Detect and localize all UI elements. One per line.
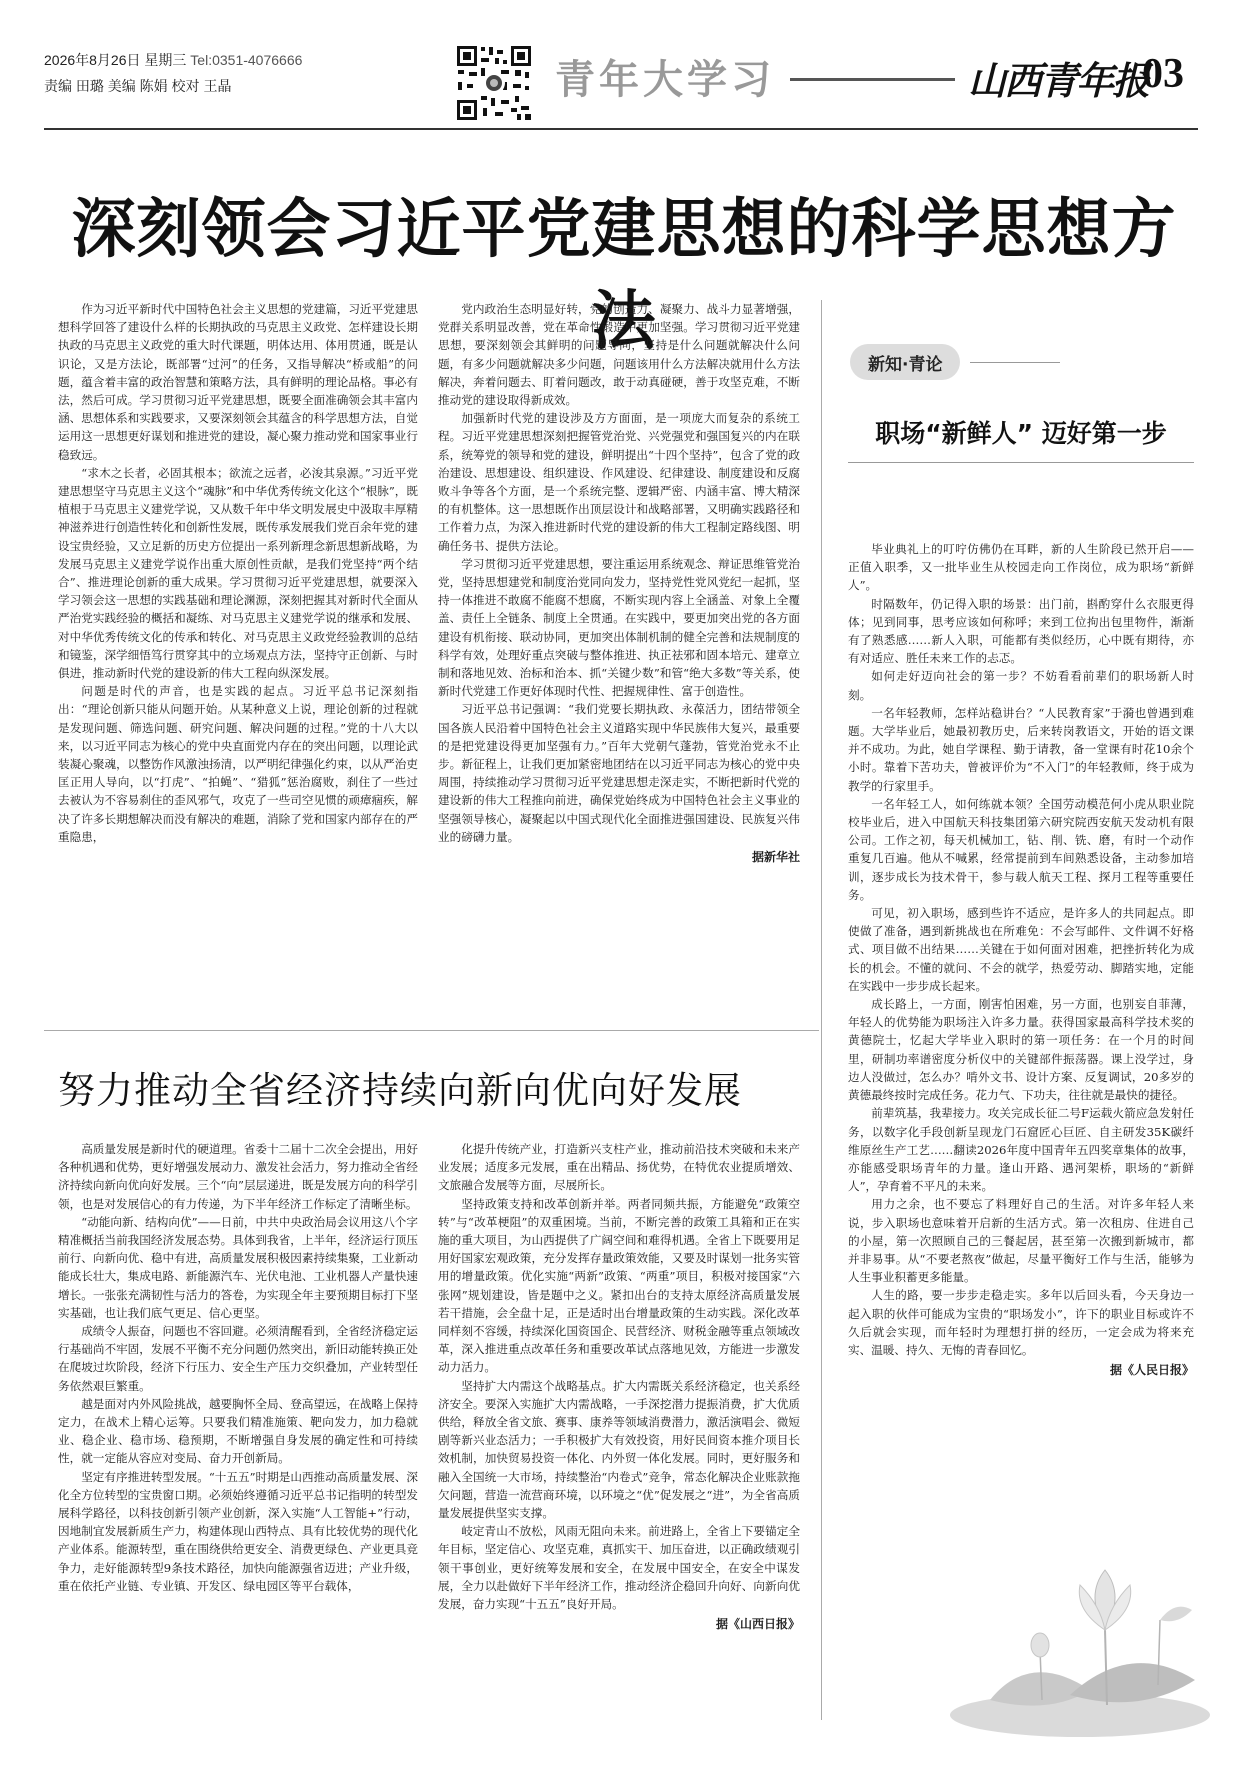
header-date-line bbox=[44, 50, 302, 70]
qr-code-icon[interactable] bbox=[455, 44, 533, 122]
issue-weekday: 星期三 bbox=[144, 52, 187, 68]
article1-paragraph: 加强新时代党的建设涉及方方面面，是一项庞大而复杂的系统工程。习近平党建思想深刻把握管党治党、兴党强党和强国复兴的内在联系，统筹党的领导和党的建设，鲜明提出“十四个坚持”，包含了党的政治建设、思想建设、组织建设、作风建设、纪律建设、制度建设和反腐败斗争等各个方面，是一个系统完整、逻辑严密、内涵丰富、博大精深的有机整体。这一思想既作出顶层设计和战略部署，又明确实践路径和工作着力点，为深入推进新时代党的建设新的伟大工程制定路线图、明确任务书、提供方法论。 bbox=[438, 411, 800, 553]
column-badge-line bbox=[970, 362, 1060, 363]
section-name: 青年大学习 bbox=[555, 56, 775, 103]
sidebar-paragraph: 毕业典礼上的叮咛仿佛仍在耳畔，新的人生阶段已然开启——正值入职季，又一批毕业生从校园走向工作岗位，成为职场“新鲜人”。 bbox=[848, 542, 1194, 593]
article2-paragraph: 成绩令人振奋，问题也不容回避。必须清醒看到，全省经济稳定运行基础尚不牢固，发展不平衡不充分问题仍然突出，新旧动能转换正处在爬坡过坎阶段，经济下行压力、安全生产压力交织叠加，产业转型任务依然艰巨繁重。 bbox=[58, 1324, 418, 1393]
article2-paragraph: 高质量发展是新时代的硬道理。省委十二届十二次全会提出，用好各种机遇和优势，更好增强发展动力、激发社会活力，努力推动全省经济持续向新向优向好发展。三个“向”层层递进，既是发展方向的科学引领，也是对发展信心的有力传递，为下半年经济工作标定了清晰坐标。 bbox=[58, 1142, 418, 1211]
column-badge-label: 新知·青论 bbox=[868, 355, 943, 375]
article2-paragraph: “动能向新、结构向优”——日前，中共中央政治局会议用这八个字精准概括当前我国经济发展态势。具体到我省，上半年，经济运行顶压前行、向新向优、稳中有进，高质量发展积极因素持续集聚，工业新动能成长壮大，集成电路、新能源汽车、光伏电池、工业机器人产量快速增长。一张张充满韧性与活力的答卷，为实现全年主要预期目标打下坚实基础，也让我们底气更足、信心更坚。 bbox=[58, 1214, 418, 1320]
editors-line: 责编 田璐 美编 陈娟 校对 王晶 bbox=[44, 78, 232, 94]
article1-column-2 bbox=[438, 300, 800, 1020]
lotus-decoration-icon bbox=[930, 1500, 1210, 1750]
sidebar-paragraph: 用力之余，也不要忘了料理好自己的生活。对许多年轻人来说，步入职场也意味着开启新的生活方式。第一次租房、住进自己的小屋，第一次照顾自己的三餐起居，甚至第一次搬到新城市，都并非易事。从“不要老熬夜”做起，尽量平衡好工作与生活，能够为人生事业积蓄更多能量。 bbox=[848, 1197, 1194, 1285]
article2-paragraph: 岐定青山不放松，风雨无阻向未来。前进路上，全省上下要锚定全年目标，坚定信心、攻坚克难，真抓实干、加压奋进，以正确政绩观引领干事创业，更好统筹发展和安全，在发展中国安全，在安全中谋发展，全力以赴做好下半年经济工作，推动经济企稳回升向好、向新向优发展，奋力实现“十五五”良好开局。 bbox=[438, 1524, 800, 1612]
sidebar-title-rule bbox=[848, 462, 1194, 463]
telephone: Tel:0351-4076666 bbox=[190, 52, 303, 68]
sidebar-paragraph: 人生的路，要一步步走稳走实。多年以后回头看，今天身边一起入职的伙伴可能成为宝贵的“职场发小”，许下的职业目标或许不久后就会实现，而年轻时为理想打拼的经历，一定会成为将来充实、温暖、持久、无悔的青春回忆。 bbox=[848, 1288, 1194, 1357]
sidebar-title: 职场“新鲜人” 迈好第一步 bbox=[875, 419, 1167, 448]
article1-paragraph: 习近平总书记强调：“我们党要长期执政、永葆活力，团结带领全国各族人民沿着中国特色社会主义道路实现中华民族伟大复兴，最重要的是把党建设得更加坚强有力。”百年大党朝气蓬勃，管党治党永不止步。新征程上，让我们更加紧密地团结在以习近平同志为核心的党中央周围，持续推动学习贯彻习近平党建思想走深走实，不断把新时代党的建设新的伟大工程推向前进，确保党始终成为中国特色社会主义事业的坚强领导核心，凝聚起以中国式现代化全面推进强国建设、民族复兴伟业的磅礴力量。 bbox=[438, 702, 800, 844]
article2-column-1 bbox=[58, 1140, 418, 1730]
article1-paragraph: 作为习近平新时代中国特色社会主义思想的党建篇，习近平党建思想科学回答了建设什么样的长期执政的马克思主义政党、怎样建设长期执政的马克思主义政党的重大时代课题，明体达用、体用贯通，既是认识论，又是方法论，既部署“过河”的任务，又指导解决“桥或船”的问题，蕴含着丰富的政治智慧和策略方法，具有鲜明的理论品格。事必有法，然后可成。学习贯彻习近平党建思想，既要全面准确领会其丰富内涵、思想体系和实践要求，又要深刻领会其蕴含的科学思想方法，自觉运用这一思想更好谋划和推进党的建设，凝心聚力推动党和国家事业行稳致远。 bbox=[58, 302, 418, 462]
article1-paragraph: 问题是时代的声音，也是实践的起点。习近平总书记深刻指出：“理论创新只能从问题开始。从某种意义上说，理论创新的过程就是发现问题、筛选问题、研究问题、解决问题的过程。”党的十八大以来，以习近平同志为核心的党中央直面党内存在的突出问题，以理论武装凝心聚魂，以整饬作风激浊扬清，以严明纪律强化约束，以从严治吏匡正用人导向，以“打虎”、“拍蝇”、“猎狐”惩治腐败，刹住了一些过去被认为不容易刹住的歪风邪气，攻克了一些司空见惯的顽瘴痼疾，解决了许多长期想解决而没有解决的难题，消除了党和国家内部存在的严重隐患， bbox=[58, 684, 418, 844]
sidebar-paragraph: 成长路上，一方面，刚害怕困难，另一方面，也别妄自菲薄，年轻人的优势能为职场注入许多力量。获得国家最高科学技术奖的黄德院士，忆起大学毕业入职时的第一项任务：在一个月的时间里，研制功率谱密度分析仪中的关键部件振荡器。课上没学过，身边人没做过，怎么办？啃外文书、设计方案、反复调试，20多岁的黄德最终按时完成任务。花力气、下功夫，往往就是最快的捷径。 bbox=[848, 997, 1194, 1103]
article2-paragraph: 化提升传统产业，打造新兴支柱产业，推动前沿技术突破和未来产业发展；适度多元发展，重在出精品、扬优势，在特优农业提质增效、文旅融合发展等方面，尽展所长。 bbox=[438, 1142, 800, 1193]
sidebar-paragraph: 一名年轻教师，怎样站稳讲台？“人民教育家”于漪也曾遇到难题。大学毕业后，她最初教历史，后来转岗教语文，开始的语文课并不成功。为此，她自学课程、勤于请教，备一堂课有时花10余个小时。靠着下苦功夫，曾被评价为“不入门”的年轻教师，终于成为教学的行家里手。 bbox=[848, 705, 1194, 793]
article2-paragraph: 越是面对内外风险挑战，越要胸怀全局、登高望远，在战略上保持定力，在战术上精心运筹。只要我们精准施策、靶向发力，加力稳就业、稳企业、稳市场、稳预期，不断增强自身发展的确定性和可持续性，就一定能从容应对变局、奋力开创新局。 bbox=[58, 1396, 418, 1466]
sidebar-source: 据《人民日报》 bbox=[1109, 1363, 1194, 1378]
article1-source: 据新华社 bbox=[751, 850, 800, 865]
article-divider bbox=[44, 1030, 819, 1031]
newspaper-masthead: 山西青年报 bbox=[968, 58, 1149, 103]
article2-paragraph: 坚持政策支持和改革创新并举。两者同频共振，方能避免“政策空转”与“改革梗阻”的双重困境。当前，不断完善的政策工具箱和正在实施的重大项目，为山西提供了广阔空间和难得机遇。全省上下既要用足用好国家宏观政策，充分发挥存量政策效能，又要及时谋划一批务实管用的增量政策。优化实施“两新”政策、“两重”项目，积极对接国家“六张网”规划建设，皆是题中之义。紧扣出台的支持太原经济高质量发展若干措施，会全盘十足，正是适时出台增量政策的生动实践。深化改革同样刻不容缓，持续深化国资国企、民营经济、财税金融等重点领域改革，深入推进重点改革任务和重要改革试点落地见效，方能进一步激发动力活力。 bbox=[438, 1196, 800, 1375]
article2-paragraph: 坚定有序推进转型发展。“十五五”时期是山西推动高质量发展、深化全方位转型的宝贵窗口期。必须始终遵循习近平总书记指明的转型发展科学路径，以科技创新引领产业创新，深入实施“人工智能+”行动，因地制宜发展新质生产力，构建体现山西特点、具有比较优势的现代化产业体系。能源转型，重在围绕供给更安全、消费更绿色、产业更具竞争力，走好能源转型9条技术路径，加快向能源强省迈进；产业升级，重在依托产业链、专业镇、开发区、绿电园区等平台载体， bbox=[58, 1469, 418, 1593]
sidebar-paragraph: 前辈筑基，我辈接力。攻关完成长征二号F运载火箭应急发射任务，以数字化手段创新呈现龙门石窟匠心巨匠、自主研发35K碳纤维原丝生产工艺……翻读2026年度中国青年五四奖章集体的故事，亦能感受职场青年的力量。逢山开路、遇河架桥，职场的“新鲜人”，孕育着不平凡的未来。 bbox=[848, 1106, 1194, 1194]
issue-date: 2026年8月26日 bbox=[44, 52, 141, 68]
article2-source: 据《山西日报》 bbox=[715, 1617, 800, 1632]
sidebar-paragraph: 时隔数年，仍记得入职的场景：出门前，斟酌穿什么衣服更得体；见到同事，思考应该如何称呼；来到工位拘出包里物件，渐渐有了熟悉感……新人入职，可能都有类似经历，心中既有期待，亦有对适应、胜任未来工作的忐忑。 bbox=[848, 596, 1194, 666]
sidebar-paragraph: 如何走好迈向社会的第一步？不妨看看前辈们的职场新人时刻。 bbox=[848, 669, 1194, 702]
header-divider bbox=[44, 128, 1198, 130]
article1-paragraph: 学习贯彻习近平党建思想，要注重运用系统观念、辩证思维管党治党，坚持思想建党和制度治党同向发力，坚持党性党风党纪一起抓，坚持一体推进不敢腐不能腐不想腐，不断实现内容上全涵盖、对象上全覆盖、责任上全链条、制度上全贯通。在实践中，要更加突出党的各方面建设有机衔接、联动协同，更加突出体制机制的健全完善和法规制度的科学有效，处理好重点突破与整体推进、执正祛邪和固本培元、建章立制和落地见效、治标和治本、抓“关键少数”和管“绝大多数”等关系，使新时代党建工作更好体现时代性、把握规律性、富于创造性。 bbox=[438, 556, 800, 699]
article1-title: 深刻领会习近平党建思想的科学思想方法 bbox=[71, 193, 1177, 359]
article1-column-1 bbox=[58, 300, 418, 1010]
column-badge bbox=[850, 340, 1070, 384]
article1-paragraph: “求木之长者，必固其根本；欲流之远者，必浚其泉源。”习近平党建思想坚守马克思主义这个“魂脉”和中华优秀传统文化这个“根脉”，既植根于马克思主义建党学说，又从数千年中华文明发展史中汲取丰厚精神滋养进行创造性转化和创新性发展，既传承发展我们党百余年党的建设宝贵经验，又立足新的历史方位提出一系列新理念新思想新战略，为发展马克思主义建党学说作出重大原创性贡献，是我们党坚持“两个结合”、推进理论创新的重大成果。学习贯彻习近平党建思想，就要深入学习领会这一思想的实践基础和理论渊源，深刻把握其对新时代全面从严治党实践经验的概括和凝练、对马克思主义建党学说的继承和发展、对中华优秀传统文化的传承和转化、对马克思主义政党经验教训的总结和镜鉴，深学细悟笃行贯穿其中的立场观点方法，坚持守正创新、与时俱进，推动新时代党的建设新的伟大工程向纵深发展。 bbox=[58, 465, 418, 681]
article1-paragraph: 党内政治生态明显好转，党的创造力、凝聚力、战斗力显著增强，党群关系明显改善，党在革命性锻造中更加坚强。学习贯彻习近平党建思想，要深刻领会其鲜明的问题导向，坚持是什么问题就解决什么问题，有多少问题就解决多少问题，问题该用什么方法解决就用什么方法解决，奔着问题去、盯着问题改，敢于动真碰硬，善于攻坚克难，不断推动党的建设取得新成效。 bbox=[438, 302, 800, 408]
article2-column-2 bbox=[438, 1140, 800, 1730]
article2-paragraph: 坚持扩大内需这个战略基点。扩大内需既关系经济稳定，也关系经济安全。要深入实施扩大内需战略，一手深挖潜力提振消费，扩大优质供给，释放全省文旅、赛事、康养等领域消费潜力，激活演唱会、微短剧等新兴业态活力；一手积极扩大有效投资，用好民间资本推介项目长效机制，加快贸易投资一体化、内外贸一体化发展。同时，更好服务和融入全国统一大市场，持续整治“内卷式”竞争，常态化解决企业账款拖欠问题，营造一流营商环境，以环境之“优”促发展之“进”，为全省高质量发展提供坚实支撑。 bbox=[438, 1378, 800, 1521]
page-number: 03 bbox=[1142, 51, 1184, 97]
sidebar-paragraph: 一名年轻工人，如何练就本领？全国劳动模范何小虎从职业院校毕业后，进入中国航天科技集团第六研究院西安航天发动机有限公司。工作之初，每天机械加工，钻、削、铣、磨，有时一个动作重复几百遍。他从不喊累，经常提前到车间熟悉设备，主动参加培训，逐步成长为技术骨干，参与载人航天工程、探月工程等重要任务。 bbox=[848, 796, 1194, 902]
article2-title: 努力推动全省经济持续向新向优向好发展 bbox=[58, 1069, 742, 1112]
sidebar-paragraph: 可见，初入职场，感到些许不适应，是许多人的共同起点。即使做了准备，遇到新挑战也在所难免：不会写邮件、文件调不好格式、项目做不出结果……关键在于如何面对困难，把挫折转化为成长的机会。不懂的就问、不会的就学，热爱劳动、脚踏实地，定能在实践中一步步成长起来。 bbox=[848, 906, 1194, 993]
header-rule-short bbox=[790, 78, 955, 81]
column-divider bbox=[821, 300, 822, 1720]
